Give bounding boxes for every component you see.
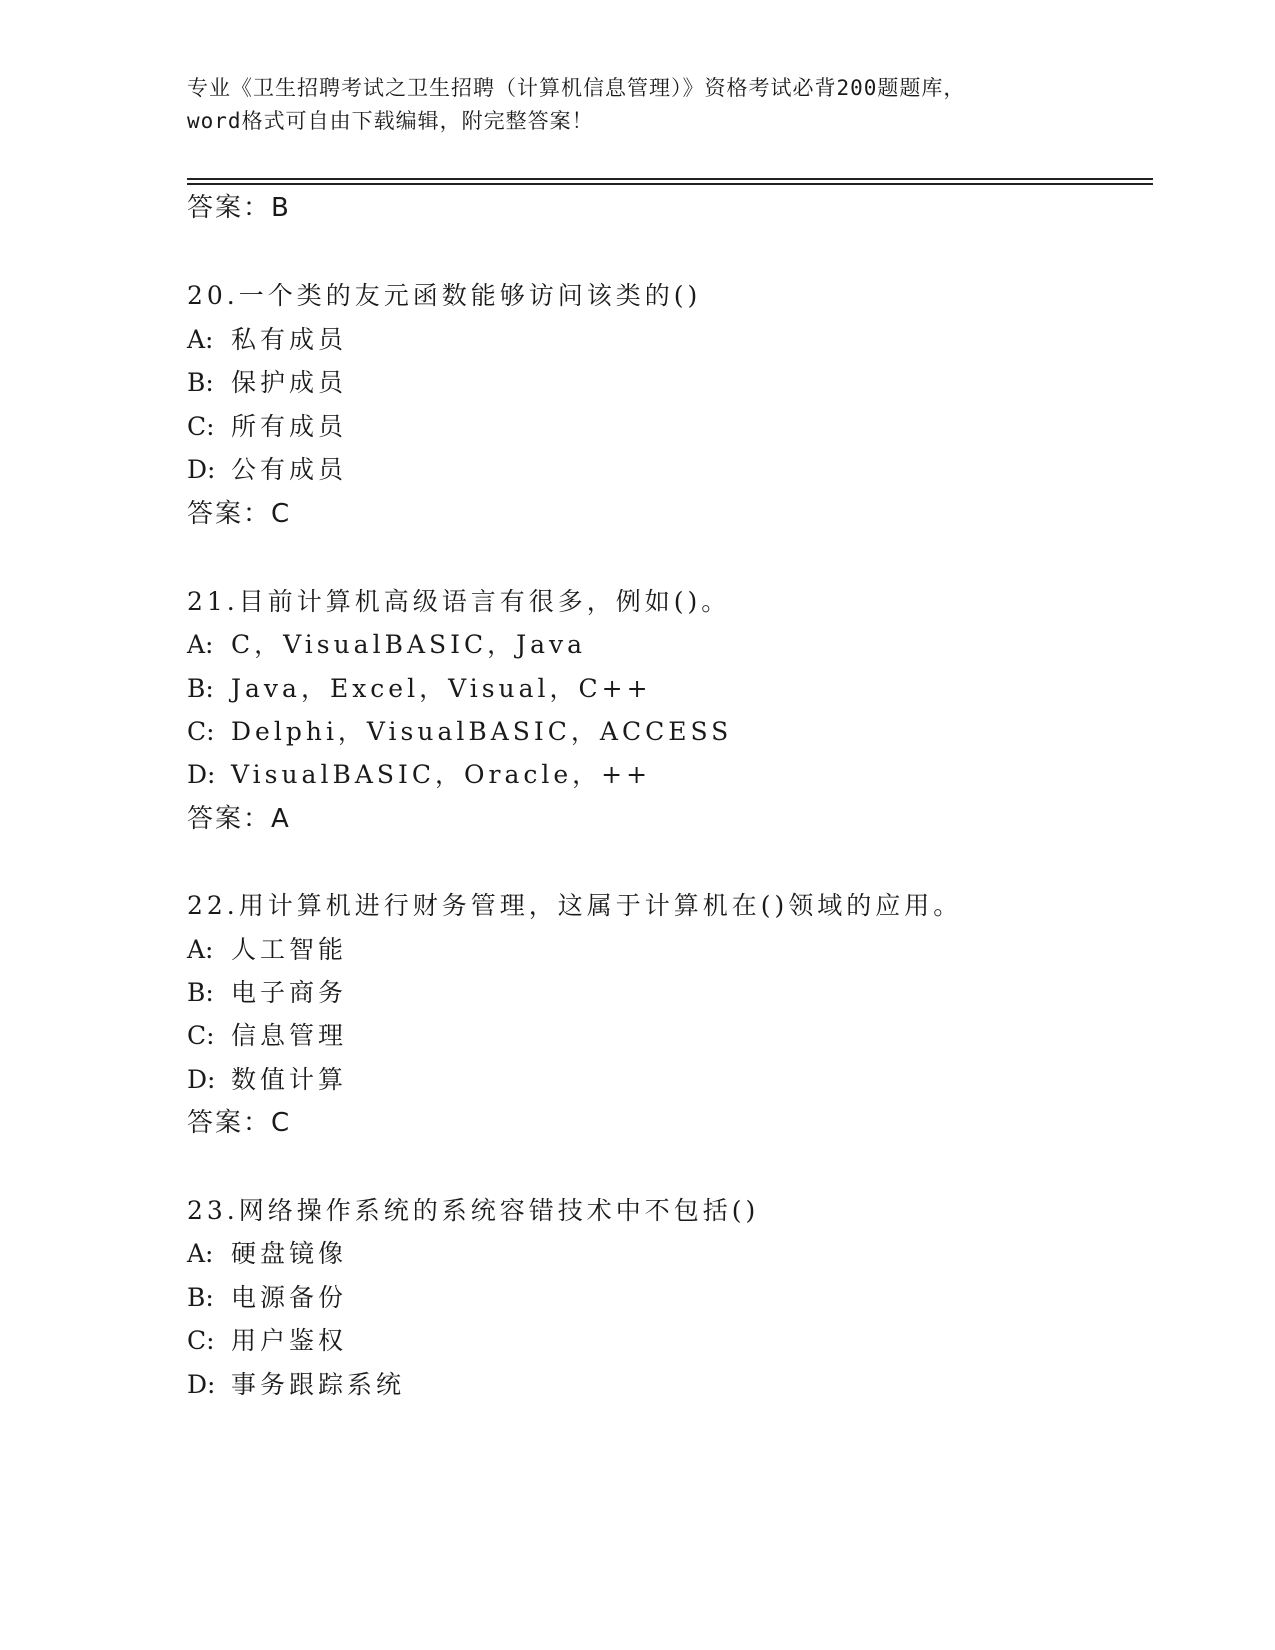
question-20-option-c xyxy=(187,409,347,445)
option-text: Java，Excel，Visual，C++ xyxy=(231,674,652,703)
option-key: B: xyxy=(187,368,214,397)
option-text: 所有成员 xyxy=(231,412,348,441)
question-20-answer: 答案：C xyxy=(187,499,292,529)
question-23-option-c xyxy=(187,1323,347,1359)
question-23-option-a xyxy=(187,1236,347,1272)
option-text: 数值计算 xyxy=(231,1065,348,1094)
option-key: A: xyxy=(187,325,214,354)
question-21-option-d xyxy=(187,757,651,793)
option-key: A: xyxy=(187,1239,214,1268)
question-21-option-c xyxy=(187,714,732,750)
option-key: C: xyxy=(187,412,215,441)
question-22-option-a xyxy=(187,932,347,968)
question-21-option-b xyxy=(187,671,652,707)
question-20-option-a xyxy=(187,322,347,358)
option-key: D: xyxy=(187,455,216,484)
question-23-option-d xyxy=(187,1367,405,1403)
option-text: 公有成员 xyxy=(231,455,348,484)
option-key: D: xyxy=(187,760,216,789)
question-21-answer: 答案：A xyxy=(187,804,291,834)
option-key: D: xyxy=(187,1370,216,1399)
question-21-stem: 21.目前计算机高级语言有很多，例如()。 xyxy=(187,587,731,616)
option-key: B: xyxy=(187,674,214,703)
question-22-stem: 22.用计算机进行财务管理，这属于计算机在()领域的应用。 xyxy=(187,891,963,920)
option-key: B: xyxy=(187,978,214,1007)
option-text: 事务跟踪系统 xyxy=(231,1370,406,1399)
option-text: 用户鉴权 xyxy=(231,1326,348,1355)
header-line-2: word格式可自由下载编辑，附完整答案！ xyxy=(187,109,594,133)
option-key: C: xyxy=(187,1021,215,1050)
option-text: 私有成员 xyxy=(231,325,348,354)
question-23-stem: 23.网络操作系统的系统容错技术中不包括() xyxy=(187,1196,760,1225)
header-divider-bottom xyxy=(187,183,1153,185)
question-20-option-d xyxy=(187,452,347,488)
option-text: VisualBASIC，Oracle，++ xyxy=(231,760,652,789)
option-text: C，VisualBASIC，Java xyxy=(231,630,587,659)
document-header xyxy=(187,72,1087,138)
question-22-option-b xyxy=(187,975,347,1011)
option-key: C: xyxy=(187,1326,215,1355)
option-key: C: xyxy=(187,717,215,746)
question-22-answer: 答案：C xyxy=(187,1108,292,1138)
option-key: A: xyxy=(187,935,214,964)
header-divider-top xyxy=(187,178,1153,180)
question-23-option-b xyxy=(187,1280,347,1316)
option-key: D: xyxy=(187,1065,216,1094)
option-key: A: xyxy=(187,630,214,659)
option-text: 人工智能 xyxy=(231,935,348,964)
option-text: 保护成员 xyxy=(231,368,348,397)
question-22-option-c xyxy=(187,1018,347,1054)
question-20-option-b xyxy=(187,365,347,401)
option-text: 电子商务 xyxy=(231,978,348,1007)
question-20-stem: 20.一个类的友元函数能够访问该类的() xyxy=(187,281,702,310)
question-22-option-d xyxy=(187,1062,347,1098)
option-text: 电源备份 xyxy=(231,1283,348,1312)
header-line-1: 专业《卫生招聘考试之卫生招聘（计算机信息管理）》资格考试必背200题题库， xyxy=(187,76,966,100)
option-text: 硬盘镜像 xyxy=(231,1239,348,1268)
option-key: B: xyxy=(187,1283,214,1312)
option-text: 信息管理 xyxy=(231,1021,348,1050)
question-21-option-a xyxy=(187,627,586,663)
answer-previous: 答案：B xyxy=(187,193,291,223)
option-text: Delphi，VisualBASIC，ACCESS xyxy=(231,717,733,746)
